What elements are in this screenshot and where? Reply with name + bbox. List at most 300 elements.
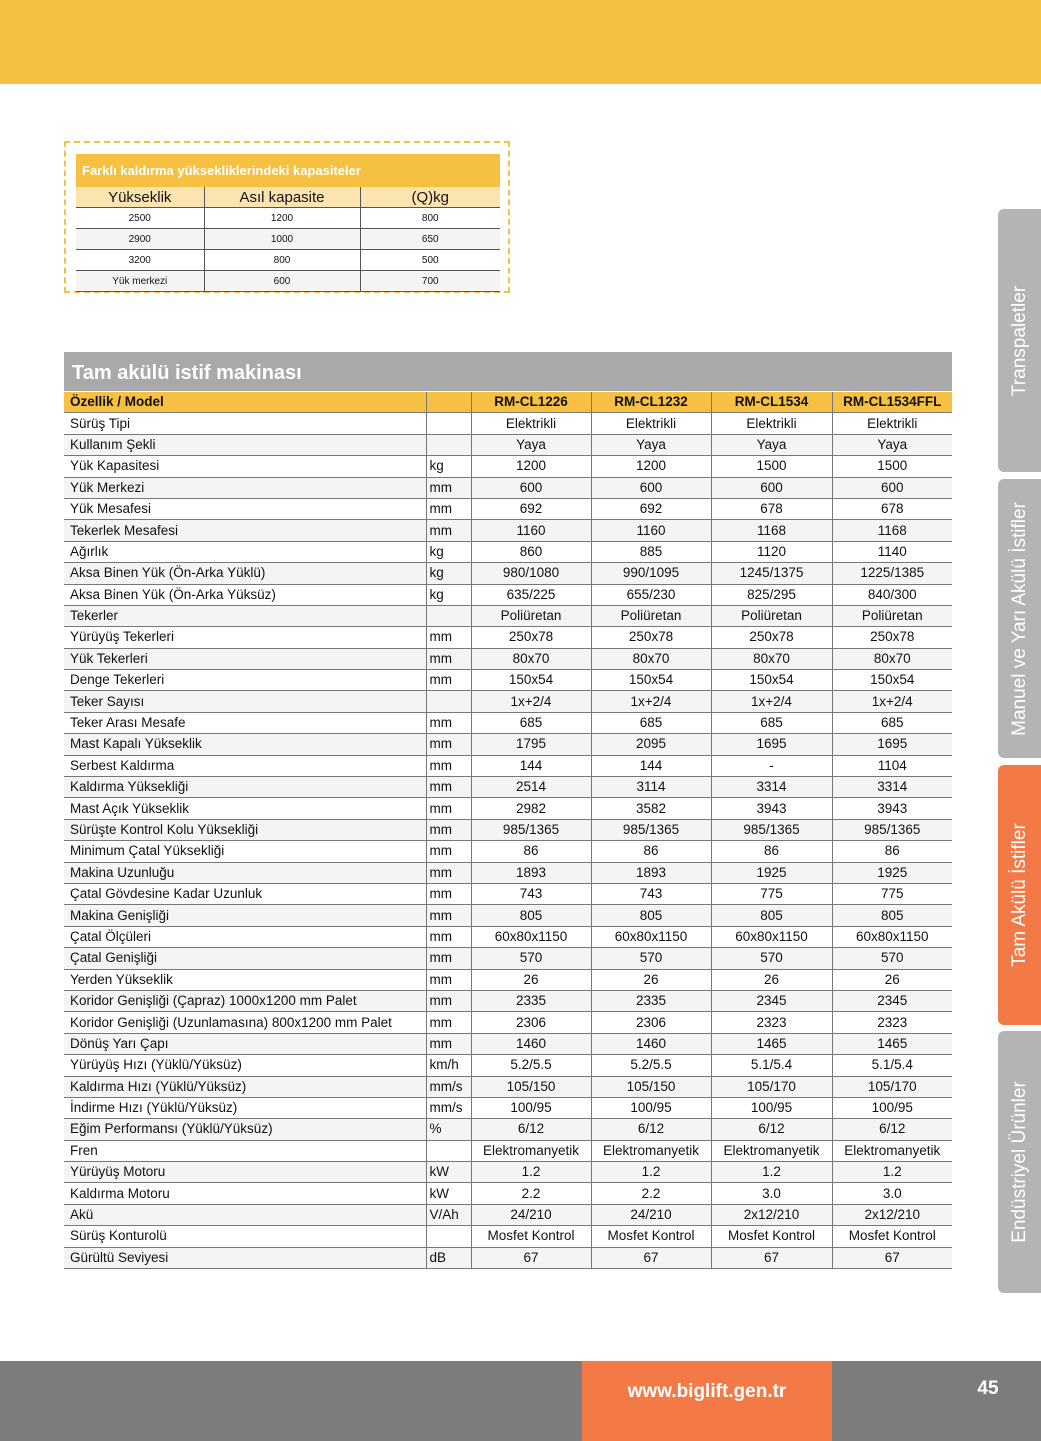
spec-unit: mm xyxy=(426,905,471,926)
spec-value: 1893 xyxy=(591,862,711,883)
spec-value: 150x54 xyxy=(471,670,591,691)
spec-value: 1x+2/4 xyxy=(591,691,711,712)
spec-unit: kg xyxy=(426,563,471,584)
tab-label: Manuel ve Yarı Akülü İstifler xyxy=(1008,501,1030,736)
capacity-row xyxy=(76,208,500,229)
spec-unit: mm xyxy=(426,520,471,541)
spec-unit xyxy=(426,413,471,434)
spec-unit: mm xyxy=(426,777,471,798)
spec-row xyxy=(64,1097,952,1118)
spec-value: 3.0 xyxy=(832,1183,952,1204)
spec-unit: mm xyxy=(426,926,471,947)
spec-value: Mosfet Kontrol xyxy=(591,1226,711,1247)
spec-value: 26 xyxy=(711,969,832,990)
spec-value: 1460 xyxy=(591,1033,711,1054)
spec-value: 24/210 xyxy=(591,1204,711,1225)
spec-value: 60x80x1150 xyxy=(832,926,952,947)
spec-value: 1925 xyxy=(832,862,952,883)
spec-value: 150x54 xyxy=(832,670,952,691)
spec-value: 685 xyxy=(591,712,711,733)
spec-value: 840/300 xyxy=(832,584,952,605)
spec-value: 600 xyxy=(591,477,711,498)
spec-value: Mosfet Kontrol xyxy=(832,1226,952,1247)
spec-row xyxy=(64,1247,952,1268)
spec-value: 570 xyxy=(591,948,711,969)
spec-value: Elektrikli xyxy=(832,413,952,434)
spec-unit xyxy=(426,434,471,455)
spec-feature: Makina Genişliği xyxy=(64,905,426,926)
spec-value: 67 xyxy=(832,1247,952,1268)
spec-value: Elektrikli xyxy=(591,413,711,434)
spec-feature: Serbest Kaldırma xyxy=(64,755,426,776)
spec-row xyxy=(64,862,952,883)
spec-value: 985/1365 xyxy=(832,819,952,840)
spec-value: 692 xyxy=(471,498,591,519)
spec-value: 1160 xyxy=(471,520,591,541)
spec-row xyxy=(64,819,952,840)
spec-row xyxy=(64,948,952,969)
spec-value: 1168 xyxy=(832,520,952,541)
spec-value: 1225/1385 xyxy=(832,563,952,584)
spec-value: 6/12 xyxy=(471,1119,591,1140)
capacity-row xyxy=(76,229,500,250)
top-banner xyxy=(0,0,1041,84)
spec-unit xyxy=(426,1140,471,1161)
spec-unit: mm xyxy=(426,712,471,733)
spec-value: 86 xyxy=(832,841,952,862)
spec-value: 1.2 xyxy=(711,1162,832,1183)
spec-value: 570 xyxy=(832,948,952,969)
spec-value: 2306 xyxy=(591,1012,711,1033)
spec-value: 1245/1375 xyxy=(711,563,832,584)
spec-value: 1795 xyxy=(471,734,591,755)
spec-value: 980/1080 xyxy=(471,563,591,584)
spec-unit: mm xyxy=(426,648,471,669)
spec-value: 2514 xyxy=(471,777,591,798)
spec-value: 1160 xyxy=(591,520,711,541)
spec-row xyxy=(64,905,952,926)
spec-value: 805 xyxy=(471,905,591,926)
spec-value: 150x54 xyxy=(711,670,832,691)
spec-feature: İndirme Hızı (Yüklü/Yüksüz) xyxy=(64,1097,426,1118)
spec-value: 250x78 xyxy=(711,627,832,648)
spec-unit: mm xyxy=(426,841,471,862)
spec-value: Poliüretan xyxy=(591,605,711,626)
spec-value: 985/1365 xyxy=(711,819,832,840)
spec-value: 60x80x1150 xyxy=(711,926,832,947)
spec-row xyxy=(64,1012,952,1033)
spec-value: 100/95 xyxy=(471,1097,591,1118)
spec-value: 1140 xyxy=(832,541,952,562)
spec-unit: mm xyxy=(426,627,471,648)
spec-row xyxy=(64,413,952,434)
spec-value: 5.2/5.5 xyxy=(471,1055,591,1076)
spec-header-model: RM-CL1534 xyxy=(711,392,832,413)
capacity-row xyxy=(76,250,500,271)
spec-value: 570 xyxy=(471,948,591,969)
capacity-cell: 1000 xyxy=(204,229,360,250)
spec-value: 692 xyxy=(591,498,711,519)
spec-row xyxy=(64,1204,952,1225)
spec-feature: Akü xyxy=(64,1204,426,1225)
spec-value: 1465 xyxy=(832,1033,952,1054)
spec-value: 86 xyxy=(471,841,591,862)
spec-value: 3582 xyxy=(591,798,711,819)
spec-unit: mm xyxy=(426,862,471,883)
spec-row xyxy=(64,1119,952,1140)
capacity-cell: 2900 xyxy=(76,229,204,250)
spec-value: Elektromanyetik xyxy=(591,1140,711,1161)
spec-value: 885 xyxy=(591,541,711,562)
spec-row xyxy=(64,456,952,477)
spec-header-unit xyxy=(426,392,471,413)
spec-value: 1200 xyxy=(591,456,711,477)
spec-feature: Koridor Genişliği (Çapraz) 1000x1200 mm Palet xyxy=(64,990,426,1011)
spec-value: 6/12 xyxy=(591,1119,711,1140)
website-link[interactable]: www.biglift.gen.tr xyxy=(582,1361,832,1441)
spec-feature: Sürüş Konturolü xyxy=(64,1226,426,1247)
spec-value: 1x+2/4 xyxy=(832,691,952,712)
spec-value: 144 xyxy=(471,755,591,776)
spec-feature: Çatal Ölçüleri xyxy=(64,926,426,947)
spec-unit: kg xyxy=(426,456,471,477)
spec-value: 26 xyxy=(832,969,952,990)
spec-feature: Çatal Genişliği xyxy=(64,948,426,969)
spec-value: 2x12/210 xyxy=(832,1204,952,1225)
spec-value: 2982 xyxy=(471,798,591,819)
spec-value: 685 xyxy=(832,712,952,733)
spec-unit: kW xyxy=(426,1183,471,1204)
spec-value: Poliüretan xyxy=(832,605,952,626)
spec-value: 3943 xyxy=(832,798,952,819)
spec-feature: Gürültü Seviyesi xyxy=(64,1247,426,1268)
spec-row xyxy=(64,926,952,947)
spec-value: Elektrikli xyxy=(471,413,591,434)
spec-value: 67 xyxy=(711,1247,832,1268)
spec-value: 80x70 xyxy=(591,648,711,669)
spec-value: 2345 xyxy=(711,990,832,1011)
spec-unit: mm xyxy=(426,883,471,904)
spec-row xyxy=(64,563,952,584)
spec-value: 2335 xyxy=(591,990,711,1011)
spec-value: 24/210 xyxy=(471,1204,591,1225)
spec-value: 5.1/5.4 xyxy=(832,1055,952,1076)
spec-unit xyxy=(426,1226,471,1247)
spec-row xyxy=(64,627,952,648)
spec-value: 2x12/210 xyxy=(711,1204,832,1225)
spec-value: 1x+2/4 xyxy=(471,691,591,712)
spec-value: Yaya xyxy=(591,434,711,455)
spec-value: Elektromanyetik xyxy=(832,1140,952,1161)
capacity-cell: 600 xyxy=(204,271,360,292)
spec-value: 2345 xyxy=(832,990,952,1011)
spec-unit: mm xyxy=(426,1033,471,1054)
spec-feature: Yük Kapasitesi xyxy=(64,456,426,477)
spec-value: 105/170 xyxy=(832,1076,952,1097)
spec-value: 250x78 xyxy=(471,627,591,648)
page-number: 45 xyxy=(977,1378,999,1399)
spec-value: 1104 xyxy=(832,755,952,776)
spec-unit xyxy=(426,605,471,626)
spec-feature: Sürüşte Kontrol Kolu Yüksekliği xyxy=(64,819,426,840)
spec-value: 5.2/5.5 xyxy=(591,1055,711,1076)
spec-unit: mm xyxy=(426,498,471,519)
tab-manuel-yari-akulu-istifler[interactable] xyxy=(998,479,1041,758)
capacity-cell: 650 xyxy=(360,229,500,250)
spec-value: 635/225 xyxy=(471,584,591,605)
spec-row xyxy=(64,434,952,455)
spec-unit: mm xyxy=(426,819,471,840)
spec-row xyxy=(64,1140,952,1161)
spec-value: Mosfet Kontrol xyxy=(471,1226,591,1247)
spec-value: 685 xyxy=(471,712,591,733)
spec-feature: Koridor Genişliği (Uzunlamasına) 800x1200 mm Palet xyxy=(64,1012,426,1033)
spec-value: 80x70 xyxy=(832,648,952,669)
tab-endustriyel-urunler[interactable] xyxy=(998,1031,1041,1293)
capacity-cell: 800 xyxy=(204,250,360,271)
spec-value: 2323 xyxy=(711,1012,832,1033)
spec-feature: Teker Arası Mesafe xyxy=(64,712,426,733)
spec-unit: mm xyxy=(426,734,471,755)
spec-value: 860 xyxy=(471,541,591,562)
spec-value: 2095 xyxy=(591,734,711,755)
spec-value: 678 xyxy=(711,498,832,519)
tab-label: Tam Akülü İstifler xyxy=(1008,823,1030,967)
spec-value: 86 xyxy=(711,841,832,862)
spec-feature: Kullanım Şekli xyxy=(64,434,426,455)
spec-unit: mm xyxy=(426,948,471,969)
spec-value: 60x80x1150 xyxy=(471,926,591,947)
spec-value: 86 xyxy=(591,841,711,862)
spec-value: 990/1095 xyxy=(591,563,711,584)
spec-value: 685 xyxy=(711,712,832,733)
spec-row xyxy=(64,605,952,626)
spec-value: 250x78 xyxy=(591,627,711,648)
spec-value: Elektromanyetik xyxy=(471,1140,591,1161)
spec-value: 2.2 xyxy=(591,1183,711,1204)
spec-row xyxy=(64,477,952,498)
spec-row xyxy=(64,670,952,691)
spec-row xyxy=(64,1055,952,1076)
spec-value: 1500 xyxy=(711,456,832,477)
spec-header-model: RM-CL1232 xyxy=(591,392,711,413)
spec-value: 1.2 xyxy=(832,1162,952,1183)
capacity-header-cell: Yükseklik xyxy=(76,187,204,208)
tab-transpaletler[interactable] xyxy=(998,209,1041,472)
spec-row xyxy=(64,734,952,755)
capacity-cell: 2500 xyxy=(76,208,204,229)
spec-feature: Sürüş Tipi xyxy=(64,413,426,434)
spec-unit: kg xyxy=(426,541,471,562)
spec-value: 3943 xyxy=(711,798,832,819)
spec-value: 825/295 xyxy=(711,584,832,605)
spec-value: 250x78 xyxy=(832,627,952,648)
spec-value: 743 xyxy=(471,883,591,904)
spec-value: 775 xyxy=(832,883,952,904)
spec-value: 26 xyxy=(471,969,591,990)
spec-value: 805 xyxy=(832,905,952,926)
spec-header-model: RM-CL1534FFL xyxy=(832,392,952,413)
spec-value: 985/1365 xyxy=(591,819,711,840)
spec-header-model: RM-CL1226 xyxy=(471,392,591,413)
spec-value: 600 xyxy=(711,477,832,498)
spec-value: 6/12 xyxy=(832,1119,952,1140)
spec-feature: Yerden Yükseklik xyxy=(64,969,426,990)
spec-value: 26 xyxy=(591,969,711,990)
spec-row xyxy=(64,883,952,904)
spec-value: 2323 xyxy=(832,1012,952,1033)
spec-value: 60x80x1150 xyxy=(591,926,711,947)
spec-value: 678 xyxy=(832,498,952,519)
spec-unit: mm xyxy=(426,798,471,819)
spec-feature: Denge Tekerleri xyxy=(64,670,426,691)
spec-value: Elektromanyetik xyxy=(711,1140,832,1161)
spec-feature: Eğim Performansı (Yüklü/Yüksüz) xyxy=(64,1119,426,1140)
spec-value: 1200 xyxy=(471,456,591,477)
spec-value: 1168 xyxy=(711,520,832,541)
spec-value: 105/170 xyxy=(711,1076,832,1097)
spec-feature: Yürüyüş Tekerleri xyxy=(64,627,426,648)
spec-value: 805 xyxy=(591,905,711,926)
spec-value: 5.1/5.4 xyxy=(711,1055,832,1076)
spec-value: 1695 xyxy=(711,734,832,755)
spec-feature: Yük Merkezi xyxy=(64,477,426,498)
spec-row xyxy=(64,691,952,712)
spec-value: 67 xyxy=(471,1247,591,1268)
capacity-cell: 800 xyxy=(360,208,500,229)
spec-unit: % xyxy=(426,1119,471,1140)
spec-value: 2.2 xyxy=(471,1183,591,1204)
spec-value: Yaya xyxy=(471,434,591,455)
spec-value: 1.2 xyxy=(471,1162,591,1183)
spec-value: - xyxy=(711,755,832,776)
spec-value: 105/150 xyxy=(591,1076,711,1097)
spec-row xyxy=(64,498,952,519)
spec-value: 1925 xyxy=(711,862,832,883)
spec-value: 805 xyxy=(711,905,832,926)
spec-feature: Dönüş Yarı Çapı xyxy=(64,1033,426,1054)
spec-value: 655/230 xyxy=(591,584,711,605)
spec-unit: mm xyxy=(426,969,471,990)
tab-tam-akulu-istifler[interactable] xyxy=(998,765,1041,1025)
spec-value: Elektrikli xyxy=(711,413,832,434)
capacity-cell: 3200 xyxy=(76,250,204,271)
spec-feature: Kaldırma Hızı (Yüklü/Yüksüz) xyxy=(64,1076,426,1097)
spec-value: Poliüretan xyxy=(711,605,832,626)
spec-value: Mosfet Kontrol xyxy=(711,1226,832,1247)
spec-value: 570 xyxy=(711,948,832,969)
spec-unit: kg xyxy=(426,584,471,605)
spec-value: 3.0 xyxy=(711,1183,832,1204)
spec-feature: Mast Açık Yükseklik xyxy=(64,798,426,819)
spec-unit: mm xyxy=(426,990,471,1011)
capacity-cell: 700 xyxy=(360,271,500,292)
spec-value: Yaya xyxy=(711,434,832,455)
spec-value: Yaya xyxy=(832,434,952,455)
spec-unit: mm/s xyxy=(426,1076,471,1097)
footer-bar xyxy=(0,1361,1041,1441)
spec-feature: Çatal Gövdesine Kadar Uzunluk xyxy=(64,883,426,904)
spec-table xyxy=(64,392,952,1269)
spec-feature: Kaldırma Yüksekliği xyxy=(64,777,426,798)
spec-value: 150x54 xyxy=(591,670,711,691)
spec-value: 3314 xyxy=(711,777,832,798)
spec-row xyxy=(64,841,952,862)
spec-title: Tam akülü istif makinası xyxy=(64,352,952,391)
tab-label: Transpaletler xyxy=(1008,285,1030,396)
spec-row xyxy=(64,990,952,1011)
spec-unit: mm xyxy=(426,1012,471,1033)
spec-value: 985/1365 xyxy=(471,819,591,840)
spec-value: 743 xyxy=(591,883,711,904)
tab-label: Endüstriyel Ürünler xyxy=(1008,1081,1030,1243)
spec-value: 1120 xyxy=(711,541,832,562)
spec-value: 1893 xyxy=(471,862,591,883)
spec-feature: Tekerlek Mesafesi xyxy=(64,520,426,541)
spec-feature: Yük Tekerleri xyxy=(64,648,426,669)
spec-row xyxy=(64,1183,952,1204)
capacity-cell: 500 xyxy=(360,250,500,271)
spec-row xyxy=(64,1162,952,1183)
spec-unit: mm/s xyxy=(426,1097,471,1118)
spec-value: 105/150 xyxy=(471,1076,591,1097)
spec-value: 100/95 xyxy=(832,1097,952,1118)
spec-unit: kW xyxy=(426,1162,471,1183)
capacity-title: Farklı kaldırma yüksekliklerindeki kapasiteler xyxy=(76,154,500,187)
spec-value: 600 xyxy=(832,477,952,498)
spec-feature: Teker Sayısı xyxy=(64,691,426,712)
spec-value: 2306 xyxy=(471,1012,591,1033)
spec-unit xyxy=(426,691,471,712)
spec-row xyxy=(64,1033,952,1054)
spec-value: 100/95 xyxy=(711,1097,832,1118)
spec-value: Poliüretan xyxy=(471,605,591,626)
spec-row xyxy=(64,584,952,605)
spec-row xyxy=(64,712,952,733)
spec-row xyxy=(64,755,952,776)
spec-value: 80x70 xyxy=(471,648,591,669)
spec-value: 100/95 xyxy=(591,1097,711,1118)
capacity-row xyxy=(76,271,500,292)
spec-unit: km/h xyxy=(426,1055,471,1076)
spec-row xyxy=(64,520,952,541)
capacity-table xyxy=(76,187,500,292)
spec-feature: Aksa Binen Yük (Ön-Arka Yüksüz) xyxy=(64,584,426,605)
spec-value: 1x+2/4 xyxy=(711,691,832,712)
spec-value: 3114 xyxy=(591,777,711,798)
spec-value: 775 xyxy=(711,883,832,904)
spec-feature: Makina Uzunluğu xyxy=(64,862,426,883)
spec-value: 67 xyxy=(591,1247,711,1268)
spec-value: 1.2 xyxy=(591,1162,711,1183)
spec-unit: mm xyxy=(426,755,471,776)
capacity-cell: Yük merkezi xyxy=(76,271,204,292)
spec-row xyxy=(64,798,952,819)
spec-unit: V/Ah xyxy=(426,1204,471,1225)
spec-unit: mm xyxy=(426,670,471,691)
spec-row xyxy=(64,777,952,798)
spec-row xyxy=(64,541,952,562)
spec-value: 6/12 xyxy=(711,1119,832,1140)
capacity-box xyxy=(64,141,510,293)
spec-row xyxy=(64,969,952,990)
spec-header-feature: Özellik / Model xyxy=(64,392,426,413)
spec-row xyxy=(64,648,952,669)
spec-feature: Ağırlık xyxy=(64,541,426,562)
spec-value: 3314 xyxy=(832,777,952,798)
spec-feature: Minimum Çatal Yüksekliği xyxy=(64,841,426,862)
spec-unit: dB xyxy=(426,1247,471,1268)
